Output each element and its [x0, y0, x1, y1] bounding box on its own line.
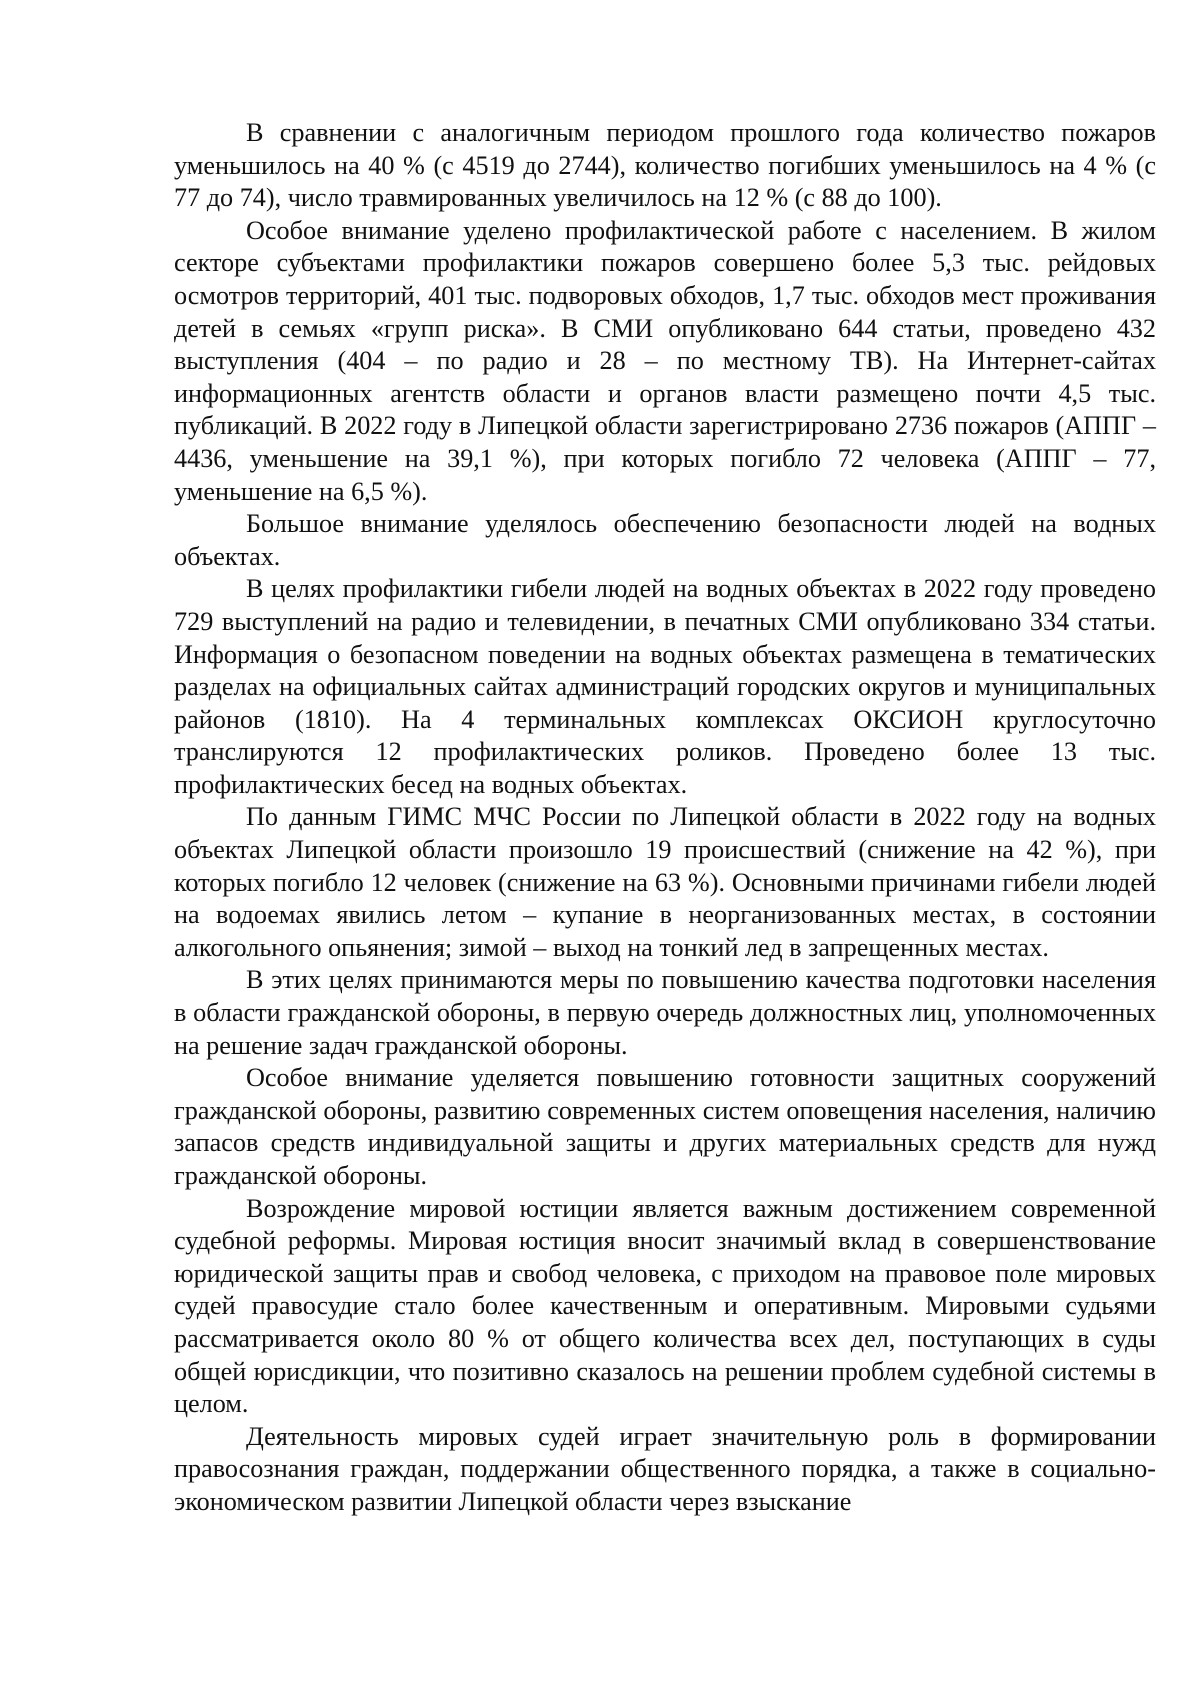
paragraph-justice-reform: Возрождение мировой юстиции является важным достижением современной судебной реформы. Мировая юстиция вносит значимый вклад в совершенствование юридической защиты прав и свобод человека, с приходом на правовое поле мировых судей правосудие стало более качественным и оперативным. Мировыми судьями рассматривается около 80 % от общего количества всех дел, поступающих в суды общей юрисдикции, что позитивно сказалось на решении проблем судебной системы в целом.	[174, 1193, 1156, 1419]
paragraph-justice-role: Деятельность мировых судей играет значительную роль в формировании правосознания граждан, поддержании общественного порядка, а также в социально-экономическом развитии Липецкой области через взыскание	[174, 1421, 1156, 1516]
paragraph-civil-defense-training: В этих целях принимаются меры по повышению качества подготовки населения в области гражданской обороны, в первую очередь должностных лиц, уполномоченных на решение задач гражданской обороны.	[174, 965, 1156, 1060]
paragraph-fire-statistics: В сравнении с аналогичным периодом прошлого года количество пожаров уменьшилось на 40 % (с 4519 до 2744), количество погибших уменьшилось на 4 % (с 77 до 74), число травмированных увеличилось на 12 % (с 88 до 100).	[174, 118, 1156, 213]
paragraph-fire-prevention: Особое внимание уделено профилактической работе с населением. В жилом секторе субъектами профилактики пожаров совершено более 5,3 тыс. рейдовых осмотров территорий, 401 тыс. подворовых обходов, 1,7 тыс. обходов мест проживания детей в семьях «групп риска». В СМИ опубликовано 644 статьи, проведено 432 выступления (404 – по радио и 28 – по местному ТВ). На Интернет-сайтах информационных агентств области и органов власти размещено почти 4,5 тыс. публикаций. В 2022 году в Липецкой области зарегистрировано 2736 пожаров (АППГ – 4436, уменьшение на 39,1 %), при которых погибло 72 человека (АППГ – 77, уменьшение на 6,5 %).	[174, 215, 1156, 506]
paragraph-water-prevention: В целях профилактики гибели людей на водных объектах в 2022 году проведено 729 выступлений на радио и телевидении, в печатных СМИ опубликовано 334 статьи. Информация о безопасном поведении на водных объектах размещена в тематических разделах на официальных сайтах администраций городских округов и муниципальных районов (1810). На 4 терминальных комплексах ОКСИОН круглосуточно транслируются 12 профилактических роликов. Проведено более 13 тыс. профилактических бесед на водных объектах.	[174, 574, 1156, 799]
document-page	[174, 117, 1156, 1519]
paragraph-gims-statistics: По данным ГИМС МЧС России по Липецкой области в 2022 году на водных объектах Липецкой области произошло 19 происшествий (снижение на 42 %), при которых погибло 12 человек (снижение на 63 %). Основными причинами гибели людей на водоемах явились летом – купание в неорганизованных местах, в состоянии алкогольного опьянения; зимой – выход на тонкий лед в запрещенных местах.	[174, 802, 1156, 962]
paragraph-water-safety-intro: Большое внимание уделялось обеспечению безопасности людей на водных объектах.	[174, 509, 1156, 571]
paragraph-civil-defense-readiness: Особое внимание уделяется повышению готовности защитных сооружений гражданской обороны, развитию современных систем оповещения населения, наличию запасов средств индивидуальной защиты и других материальных средств для нужд гражданской обороны.	[174, 1063, 1156, 1190]
